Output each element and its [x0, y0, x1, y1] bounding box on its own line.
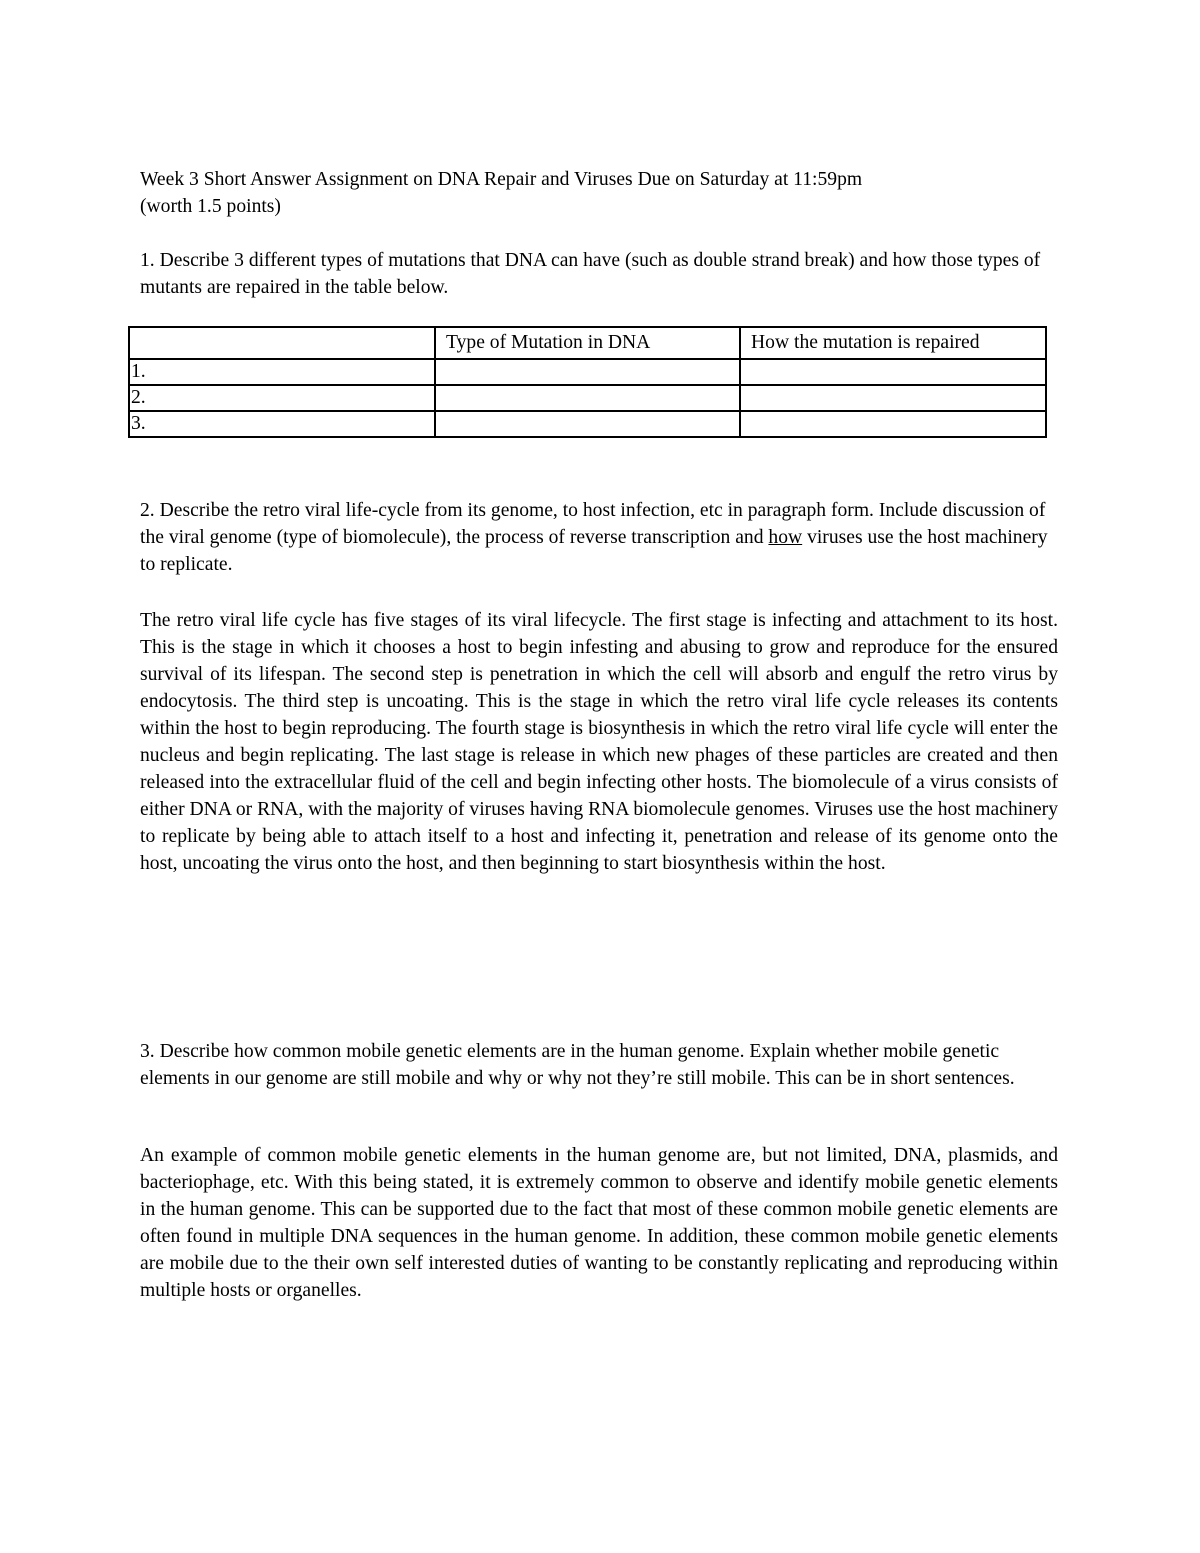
question-2-text-before: 2. Describe the retro viral life-cycle from its genome, to host infection, etc in paragraph form. Include discussion of the viral genome (type of biomolecule), the process of reverse transcription and — [140, 500, 1046, 548]
table-cell — [435, 359, 740, 385]
table-row — [129, 359, 1046, 385]
table-header-cell — [129, 327, 435, 359]
question-2-prompt — [140, 497, 1060, 578]
table-header-cell: Type of Mutation in DNA — [435, 327, 740, 359]
table-header-row — [129, 327, 1046, 359]
title-line-2: (worth 1.5 points) — [140, 196, 281, 217]
table-row — [129, 385, 1046, 411]
question-2-text-after: viruses use the host machinery to replicate. — [140, 527, 1048, 575]
table-cell — [740, 359, 1046, 385]
table-cell: 1. — [129, 359, 435, 385]
table-cell — [740, 411, 1046, 437]
question-1-prompt: 1. Describe 3 different types of mutations that DNA can have (such as double strand break) and how those types of mutants are repaired in the table below. — [140, 250, 1041, 298]
question-3-answer: An example of common mobile genetic elements in the human genome are, but not limited, DNA, plasmids, and bacteriophage, etc. With this being stated, it is extremely common to observe and identify mobile genetic elements in the human genome. This can be supported due to the fact that most of these common mobile genetic elements are often found in multiple DNA sequences in the human genome. In addition, these common mobile genetic elements are mobile due to the their own self interested duties of wanting to be constantly replicating and reproducing within multiple hosts or organelles. — [140, 1145, 1058, 1301]
table-cell — [740, 385, 1046, 411]
question-2-answer: The retro viral life cycle has five stages of its viral lifecycle. The first stage is infecting and attachment to its host. This is the stage in which it chooses a host to begin infesting and abusing to grow and reproduce for the ensured survival of its lifespan. The second step is penetration in which the cell will absorb and engulf the retro virus by endocytosis. The third step is uncoating. This is the stage in which the retro viral life cycle releases its contents within the host to begin reproducing. The fourth stage is biosynthesis in which the retro viral life cycle will enter the nucleus and begin replicating. The last stage is release in which new phages of these particles are created and then released into the extracellular fluid of the cell and begin infecting other hosts. The biomolecule of a virus consists of either DNA or RNA, with the majority of viruses having RNA biomolecule genomes. Viruses use the host machinery to replicate by being able to attach itself to a host and infecting it, penetration and release of its genome onto the host, uncoating the virus onto the host, and then beginning to start biosynthesis within the host. — [140, 610, 1058, 874]
table-cell — [435, 411, 740, 437]
table-row — [129, 411, 1046, 437]
table-cell — [435, 385, 740, 411]
document-page — [131, 166, 1060, 1301]
table-cell: 3. — [129, 411, 435, 437]
assignment-title — [140, 166, 1060, 220]
mutation-table — [128, 326, 1047, 438]
table-cell: 2. — [129, 385, 435, 411]
title-line-1: Week 3 Short Answer Assignment on DNA Repair and Viruses Due on Saturday at 11:59pm — [140, 169, 863, 190]
table-header-cell: How the mutation is repaired — [740, 327, 1046, 359]
question-3-prompt: 3. Describe how common mobile genetic elements are in the human genome. Explain whether mobile genetic elements in our genome are still mobile and why or why not they’re still mobile. This can be in short sentences. — [140, 1041, 1015, 1089]
question-2-underlined-word: how — [768, 527, 803, 548]
